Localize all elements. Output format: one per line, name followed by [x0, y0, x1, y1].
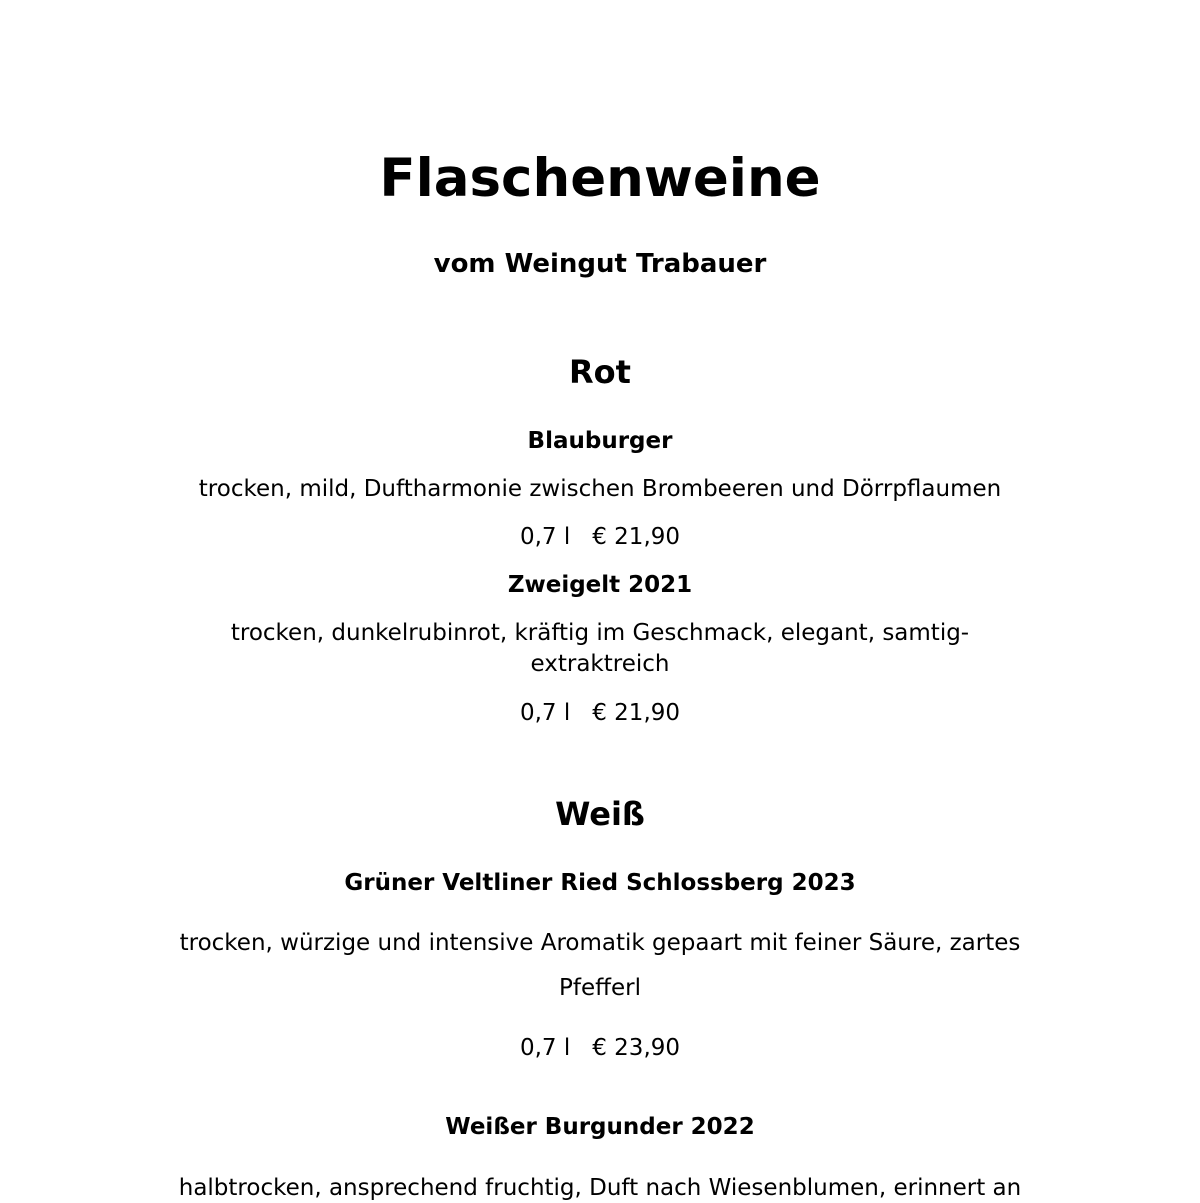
wine-volume: 0,7 l — [519, 700, 571, 726]
wine-description: extraktreich — [530, 651, 670, 677]
wine-name: Blauburger — [527, 428, 673, 454]
wine-description: trocken, dunkelrubinrot, kräftig im Geschmack, elegant, samtig- — [230, 620, 970, 646]
wine-price: € 21,90 — [592, 524, 681, 550]
section-heading-rot: Rot — [569, 353, 631, 391]
page-title: Flaschenweine — [379, 148, 821, 209]
wine-description: trocken, würzige und intensive Aromatik gepaart mit feiner Säure, zartes — [179, 930, 1021, 956]
wine-price-line — [0, 698, 1200, 728]
page-subtitle: vom Weingut Trabauer — [433, 249, 767, 279]
wine-price-line — [0, 1033, 1200, 1063]
wine-name: Weißer Burgunder 2022 — [445, 1114, 755, 1140]
wine-name: Grüner Veltliner Ried Schlossberg 2023 — [344, 870, 856, 896]
wine-description: trocken, mild, Duftharmonie zwischen Brombeeren und Dörrpflaumen — [198, 476, 1002, 502]
wine-volume: 0,7 l — [519, 524, 571, 550]
wine-price: € 23,90 — [592, 1035, 681, 1061]
wine-description: halbtrocken, ansprechend fruchtig, Duft nach Wiesenblumen, erinnert an — [178, 1175, 1022, 1201]
section-heading-weiss: Weiß — [555, 795, 645, 833]
wine-name: Zweigelt 2021 — [507, 572, 693, 598]
wine-price: € 21,90 — [592, 700, 681, 726]
wine-description: Pfefferl — [559, 975, 641, 1001]
wine-volume: 0,7 l — [519, 1035, 571, 1061]
wine-price-line — [0, 522, 1200, 552]
